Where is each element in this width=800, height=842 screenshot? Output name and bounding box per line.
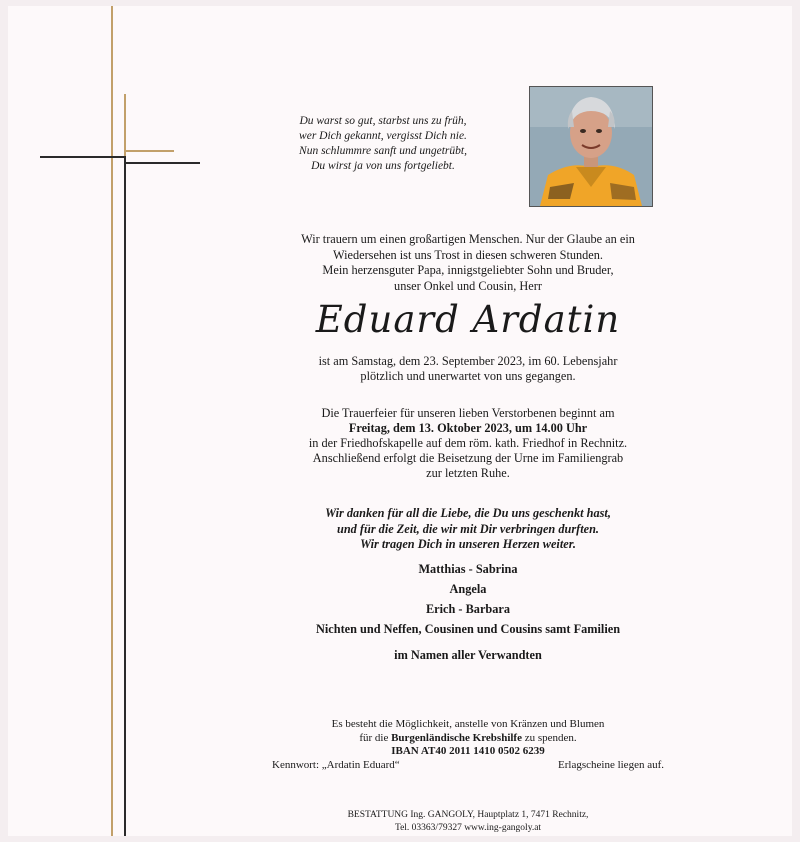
donation-iban: IBAN AT40 2011 1410 0502 6239 [391,745,545,757]
cross-vertical-dark [124,151,126,836]
poem-line: wer Dich gekannt, vergisst Dich nie. [299,130,467,142]
donation-kennwort-row [272,759,664,773]
intro-line: Wiedersehen ist uns Trost in diesen schweren Stunden. [332,247,603,262]
mourner-entry: Nichten und Neffen, Cousinen und Cousins samt Familien [315,622,621,636]
donation-line: Es besteht die Möglichkeit, anstelle von Kränzen und Blumen [331,718,605,730]
mourners-list [228,561,708,667]
funeral-line: in der Friedhofskapelle auf dem röm. kath. Friedhof in Rechnitz. [308,436,628,450]
donation-erlagscheine: Erlagscheine liegen auf. [558,758,664,771]
donation-post: zu spenden. [521,731,577,744]
intro-line: Wir trauern um einen großartigen Menschen. Nur der Glaube an ein [301,232,635,246]
cross-horizontal-gold-lower [124,162,200,164]
obituary-page [8,6,792,836]
intro-line: Mein herzensguter Papa, innigstgeliebter Sohn und Bruder, [322,263,614,277]
footer-contact: Tel. 03363/79327 www.ing-gangoly.at [394,823,542,833]
poem-line: Du warst so gut, starbst uns zu früh, [299,115,467,127]
donation-line [228,732,708,746]
death-line: plötzlich und unerwartet von uns gegangen. [360,369,576,383]
donation-organization: Burgenländische Krebshilfe [391,731,522,744]
portrait-illustration [530,87,652,206]
poem-line: Nun schlummre sanft und ungetrübt, [299,145,467,157]
cross-horizontal-gold [124,150,174,152]
funeral-line: Anschließend erfolgt die Beisetzung der Urne im Familiengrab [312,451,624,465]
poem-block [248,114,518,174]
funeral-date: Freitag, dem 13. Oktober 2023, um 14.00 Uhr [348,421,588,435]
thanks-line: Wir danken für all die Liebe, die Du uns geschenkt hast, [325,506,611,520]
intro-line: unser Onkel und Cousin, Herr [394,278,542,293]
death-line: ist am Samstag, dem 23. September 2023, im 60. Lebensjahr [318,354,618,368]
cross-vertical-gold-left [111,6,113,836]
mourner-entry: Angela [449,582,487,596]
donation-kennwort: Kennwort: „Ardatin Eduard“ [272,758,400,771]
undertaker-footer [228,809,708,835]
thanks-line: und für die Zeit, die wir mit Dir verbringen durften. [336,521,599,536]
relatives-line: im Namen aller Verwandten [394,648,542,662]
thanks-line: Wir tragen Dich in unseren Herzen weiter. [360,537,576,551]
cross-horizontal-dark [40,156,126,158]
mourner-entry: Matthias - Sabrina [418,562,518,576]
cross-vertical-gold-right [124,94,126,156]
deceased-name: Eduard Ardatin [315,298,621,341]
intro-text [228,232,708,294]
funeral-line: Die Trauerfeier für unseren lieben Verstorbenen beginnt am [321,406,615,420]
funeral-info [228,406,708,481]
funeral-line: zur letzten Ruhe. [426,466,510,480]
death-notice [228,354,708,384]
footer-address: BESTATTUNG Ing. GANGOLY, Hauptplatz 1, 7471 Rechnitz, [347,810,589,820]
donation-info [228,718,708,772]
mourner-entry: Erich - Barbara [425,602,511,616]
thanks-text [228,506,708,553]
donation-pre: für die [359,731,392,744]
portrait-photo [529,86,653,207]
poem-line: Du wirst ja von uns fortgeliebt. [311,160,455,172]
